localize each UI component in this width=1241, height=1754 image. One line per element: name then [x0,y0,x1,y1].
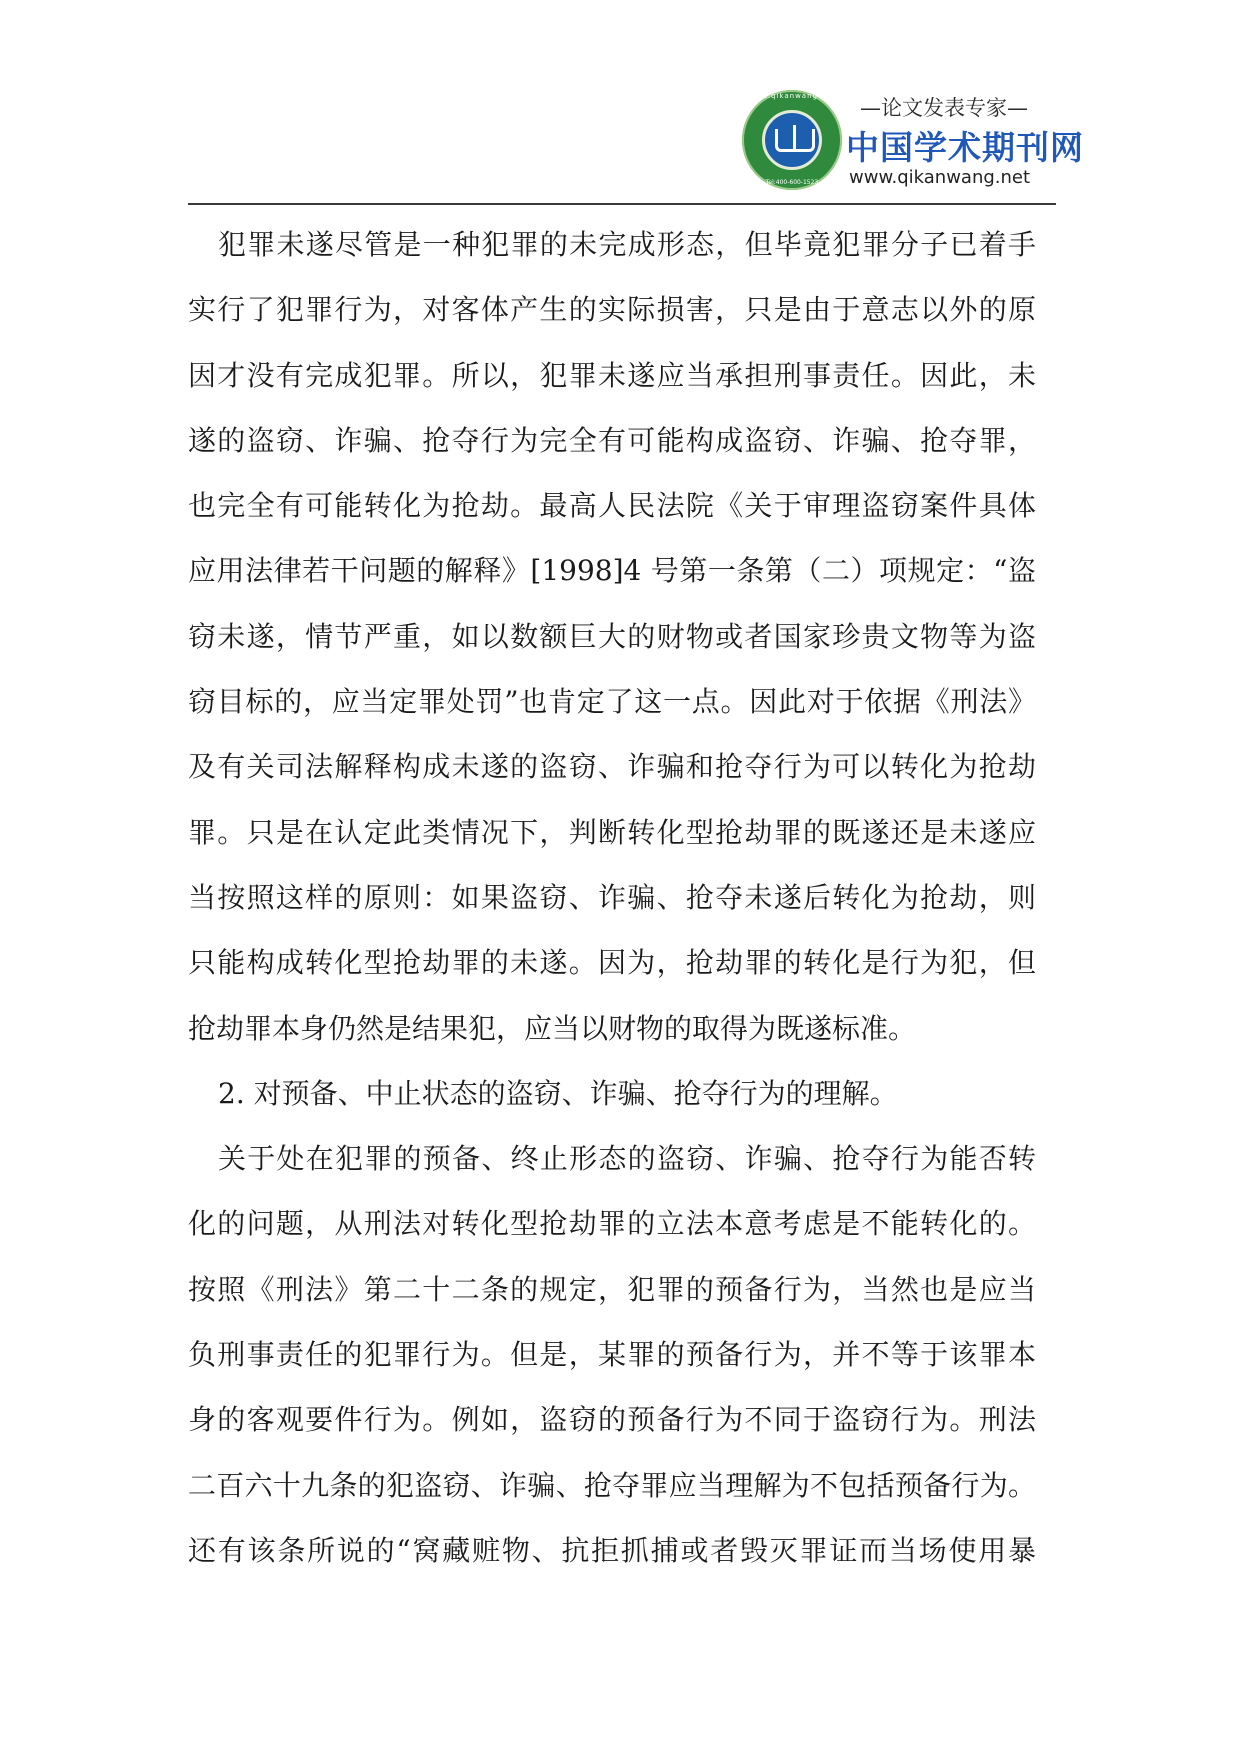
text-line: 遂的盗窃、诈骗、抢夺行为完全有可能构成盗窃、诈骗、抢夺罪， [188,423,1036,457]
text-line: 关于处在犯罪的预备、终止形态的盗窃、诈骗、抢夺行为能否转 [218,1142,1036,1176]
text-line: 因才没有完成犯罪。所以，犯罪未遂应当承担刑事责任。因此，未 [188,358,1036,392]
text-line: 还有该条所说的“窝藏赃物、抗拒抓捕或者毁灭罪证而当场使用暴 [188,1533,1036,1567]
seal-top-text: www.qikanwang.net [748,92,836,100]
text-line: 罪。只是在认定此类情况下，判断转化型抢劫罪的既遂还是未遂应 [188,815,1036,849]
text-line: 犯罪未遂尽管是一种犯罪的未完成形态，但毕竟犯罪分子已着手 [218,228,1036,261]
book-icon [775,129,815,152]
page-header [0,0,1241,205]
seal-emblem [742,90,842,190]
text-line: 只能构成转化型抢劫罪的未遂。因为，抢劫罪的转化是行为犯，但 [188,946,1036,980]
logo-url: www.qikanwang.net [849,167,1031,188]
text-line: 窃目标的，应当定罪处罚”也肯定了这一点。因此对于依据《刑法》 [188,685,1036,719]
text-line: 负刑事责任的犯罪行为。但是，某罪的预备行为，并不等于该罪本 [188,1338,1036,1372]
text-line: 实行了犯罪行为，对客体产生的实际损害，只是由于意志以外的原 [188,293,1036,327]
text-line: 按照《刑法》第二十二条的规定，犯罪的预备行为，当然也是应当 [188,1272,1036,1306]
text-line: 及有关司法解释构成未遂的盗窃、诈骗和抢夺行为可以转化为抢劫 [188,750,1036,784]
site-logo[interactable] [742,82,1084,200]
text-line: 化的问题，从刑法对转化型抢劫罪的立法本意考虑是不能转化的。 [188,1207,1036,1241]
document-body [188,212,1036,1583]
text-line: 也完全有可能转化为抢劫。最高人民法院《关于审理盗窃案件具体 [188,489,1036,523]
seal-bottom-text: Tel:400-600-1523 [765,179,819,186]
header-divider [188,203,1056,205]
text-line: 窃未遂，情节严重，如以数额巨大的财物或者国家珍贵文物等为盗 [188,619,1036,653]
logo-slogan: —论文发表专家— [860,96,1028,120]
text-line: 2. 对预备、中止状态的盗窃、诈骗、抢夺行为的理解。 [218,1076,898,1110]
text-line: 当按照这样的原则：如果盗窃、诈骗、抢夺未遂后转化为抢劫，则 [188,880,1036,914]
text-line: 身的客观要件行为。例如，盗窃的预备行为不同于盗窃行为。刑法 [188,1403,1036,1437]
logo-brand-name: 中国学术期刊网 [846,128,1084,167]
book-emblem [762,110,822,170]
text-line: 二百六十九条的犯盗窃、诈骗、抢夺罪应当理解为不包括预备行为。 [188,1468,1036,1502]
text-line: 抢劫罪本身仍然是结果犯，应当以财物的取得为既遂标准。 [188,1011,917,1045]
text-line: 应用法律若干问题的解释》[1998]4 号第一条第（二）项规定：“盗 [188,554,1036,588]
